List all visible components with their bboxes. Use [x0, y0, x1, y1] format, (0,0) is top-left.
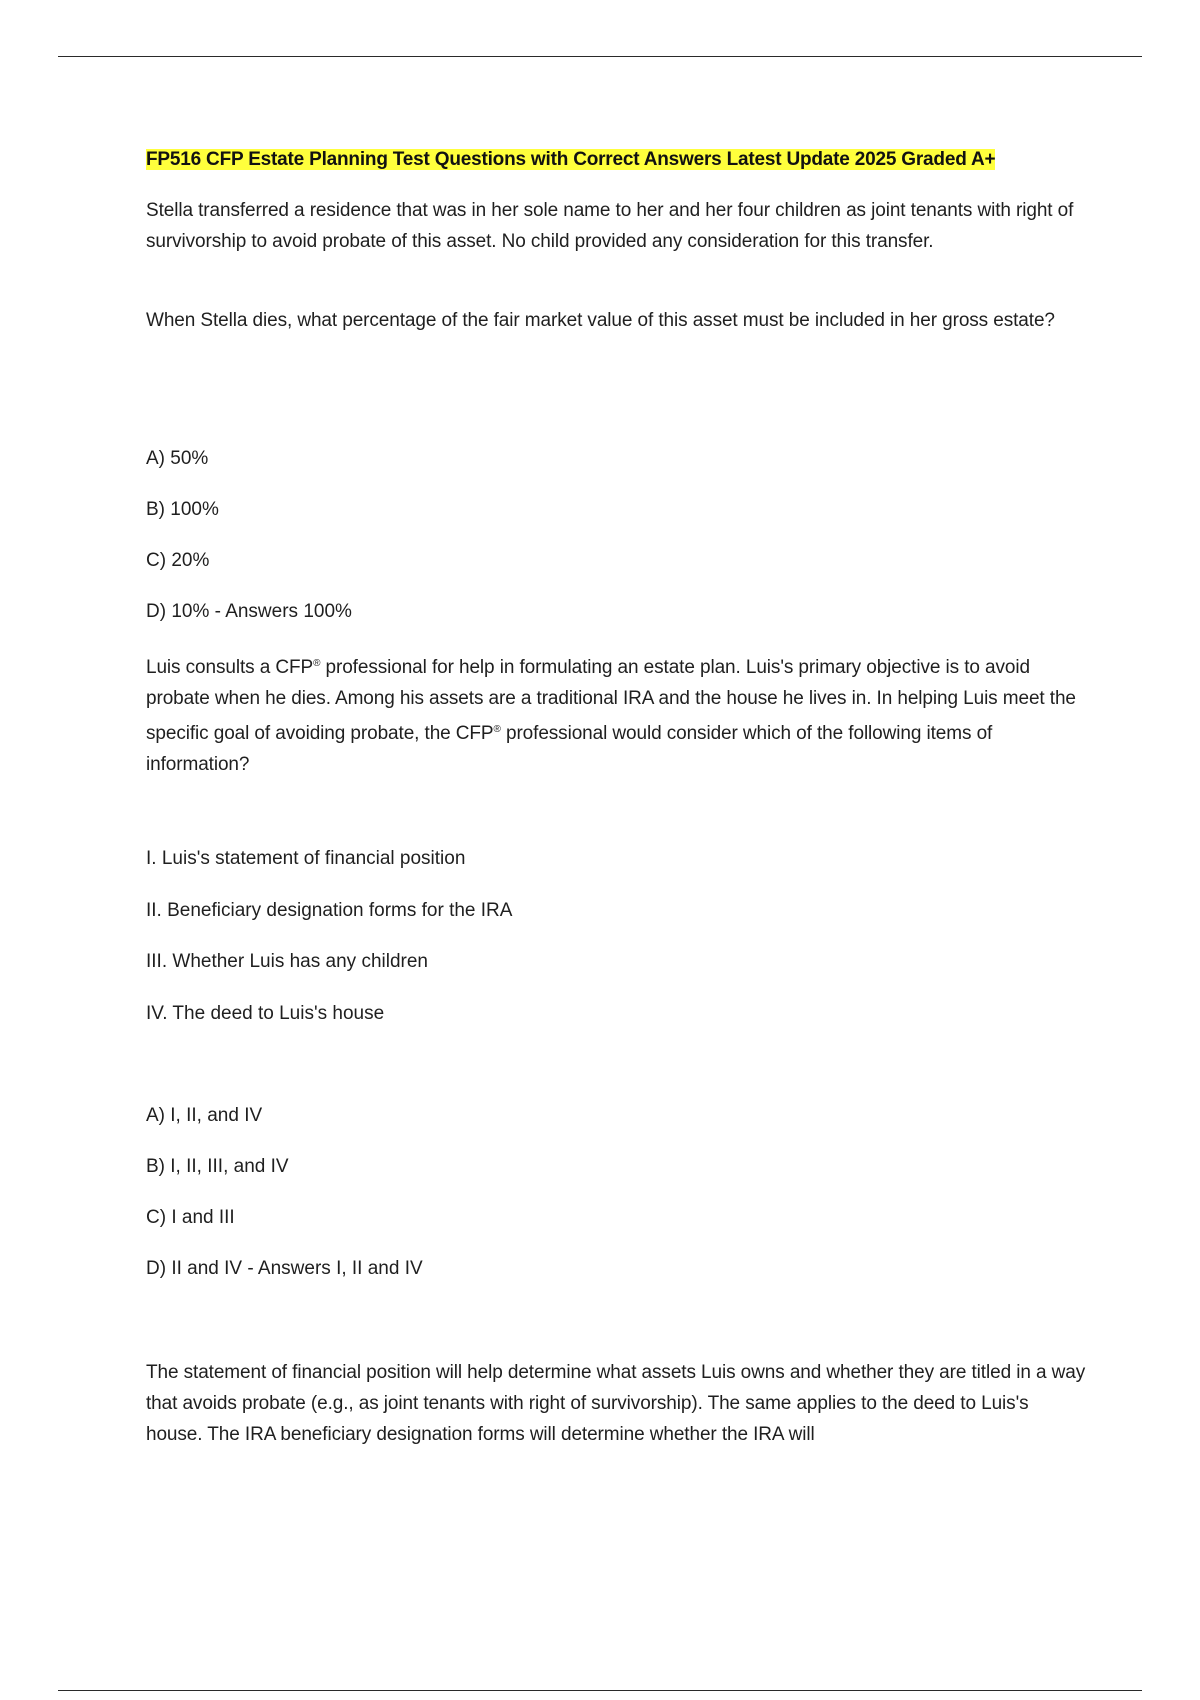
q2-stem-part1: Luis consults a CFP	[146, 657, 314, 678]
q2-item-3: III. Whether Luis has any children	[146, 951, 428, 972]
q2-stem-part2: professional for help in formulating an estate plan. Luis's primary objective is to avoid probate when he dies. Among his assets are a traditional IRA and the house he lives in. In helping Luis meet the specific goal of avoiding probate, the CFP	[146, 657, 1076, 744]
q2-item-4: IV. The deed to Luis's house	[146, 1003, 385, 1024]
q1-option-d: D) 10% - Answers 100%	[146, 601, 352, 622]
q1-option-b: B) 100%	[146, 499, 219, 520]
q1-option-c: C) 20%	[146, 550, 210, 571]
q2-item-1: I. Luis's statement of financial position	[146, 848, 466, 869]
q1-stem: Stella transferred a residence that was in her sole name to her and her four children as joint tenants with right of survivorship to avoid probate of this asset. No child provided any consideration for this transfer.	[146, 200, 1074, 252]
q2-stem-part3: professional would consider which of the following items of information?	[146, 723, 993, 775]
document-title: FP516 CFP Estate Planning Test Questions with Correct Answers Latest Update 2025 Graded A+	[146, 149, 996, 170]
q2-option-c: C) I and III	[146, 1207, 235, 1228]
title-block	[146, 145, 1086, 174]
bottom-rule	[58, 1690, 1142, 1691]
q1-question: When Stella dies, what percentage of the fair market value of this asset must be included in her gross estate?	[146, 310, 1055, 331]
q2-option-a: A) I, II, and IV	[146, 1105, 263, 1126]
q2-option-d: D) II and IV - Answers I, II and IV	[146, 1258, 423, 1279]
q2-explanation: The statement of financial position will help determine what assets Luis owns and whether they are titled in a way that avoids probate (e.g., as joint tenants with right of survivorship). The same applies to the deed to Luis's house. The IRA beneficiary designation forms will determine whether the IRA will	[146, 1362, 1086, 1445]
q2-option-b: B) I, II, III, and IV	[146, 1156, 289, 1177]
registered-mark-2: ®	[493, 724, 501, 735]
top-rule	[58, 56, 1142, 57]
q2-stem	[146, 648, 1086, 780]
registered-mark-1: ®	[313, 658, 321, 669]
q1-option-a: A) 50%	[146, 448, 209, 469]
q2-item-2: II. Beneficiary designation forms for the IRA	[146, 900, 513, 921]
